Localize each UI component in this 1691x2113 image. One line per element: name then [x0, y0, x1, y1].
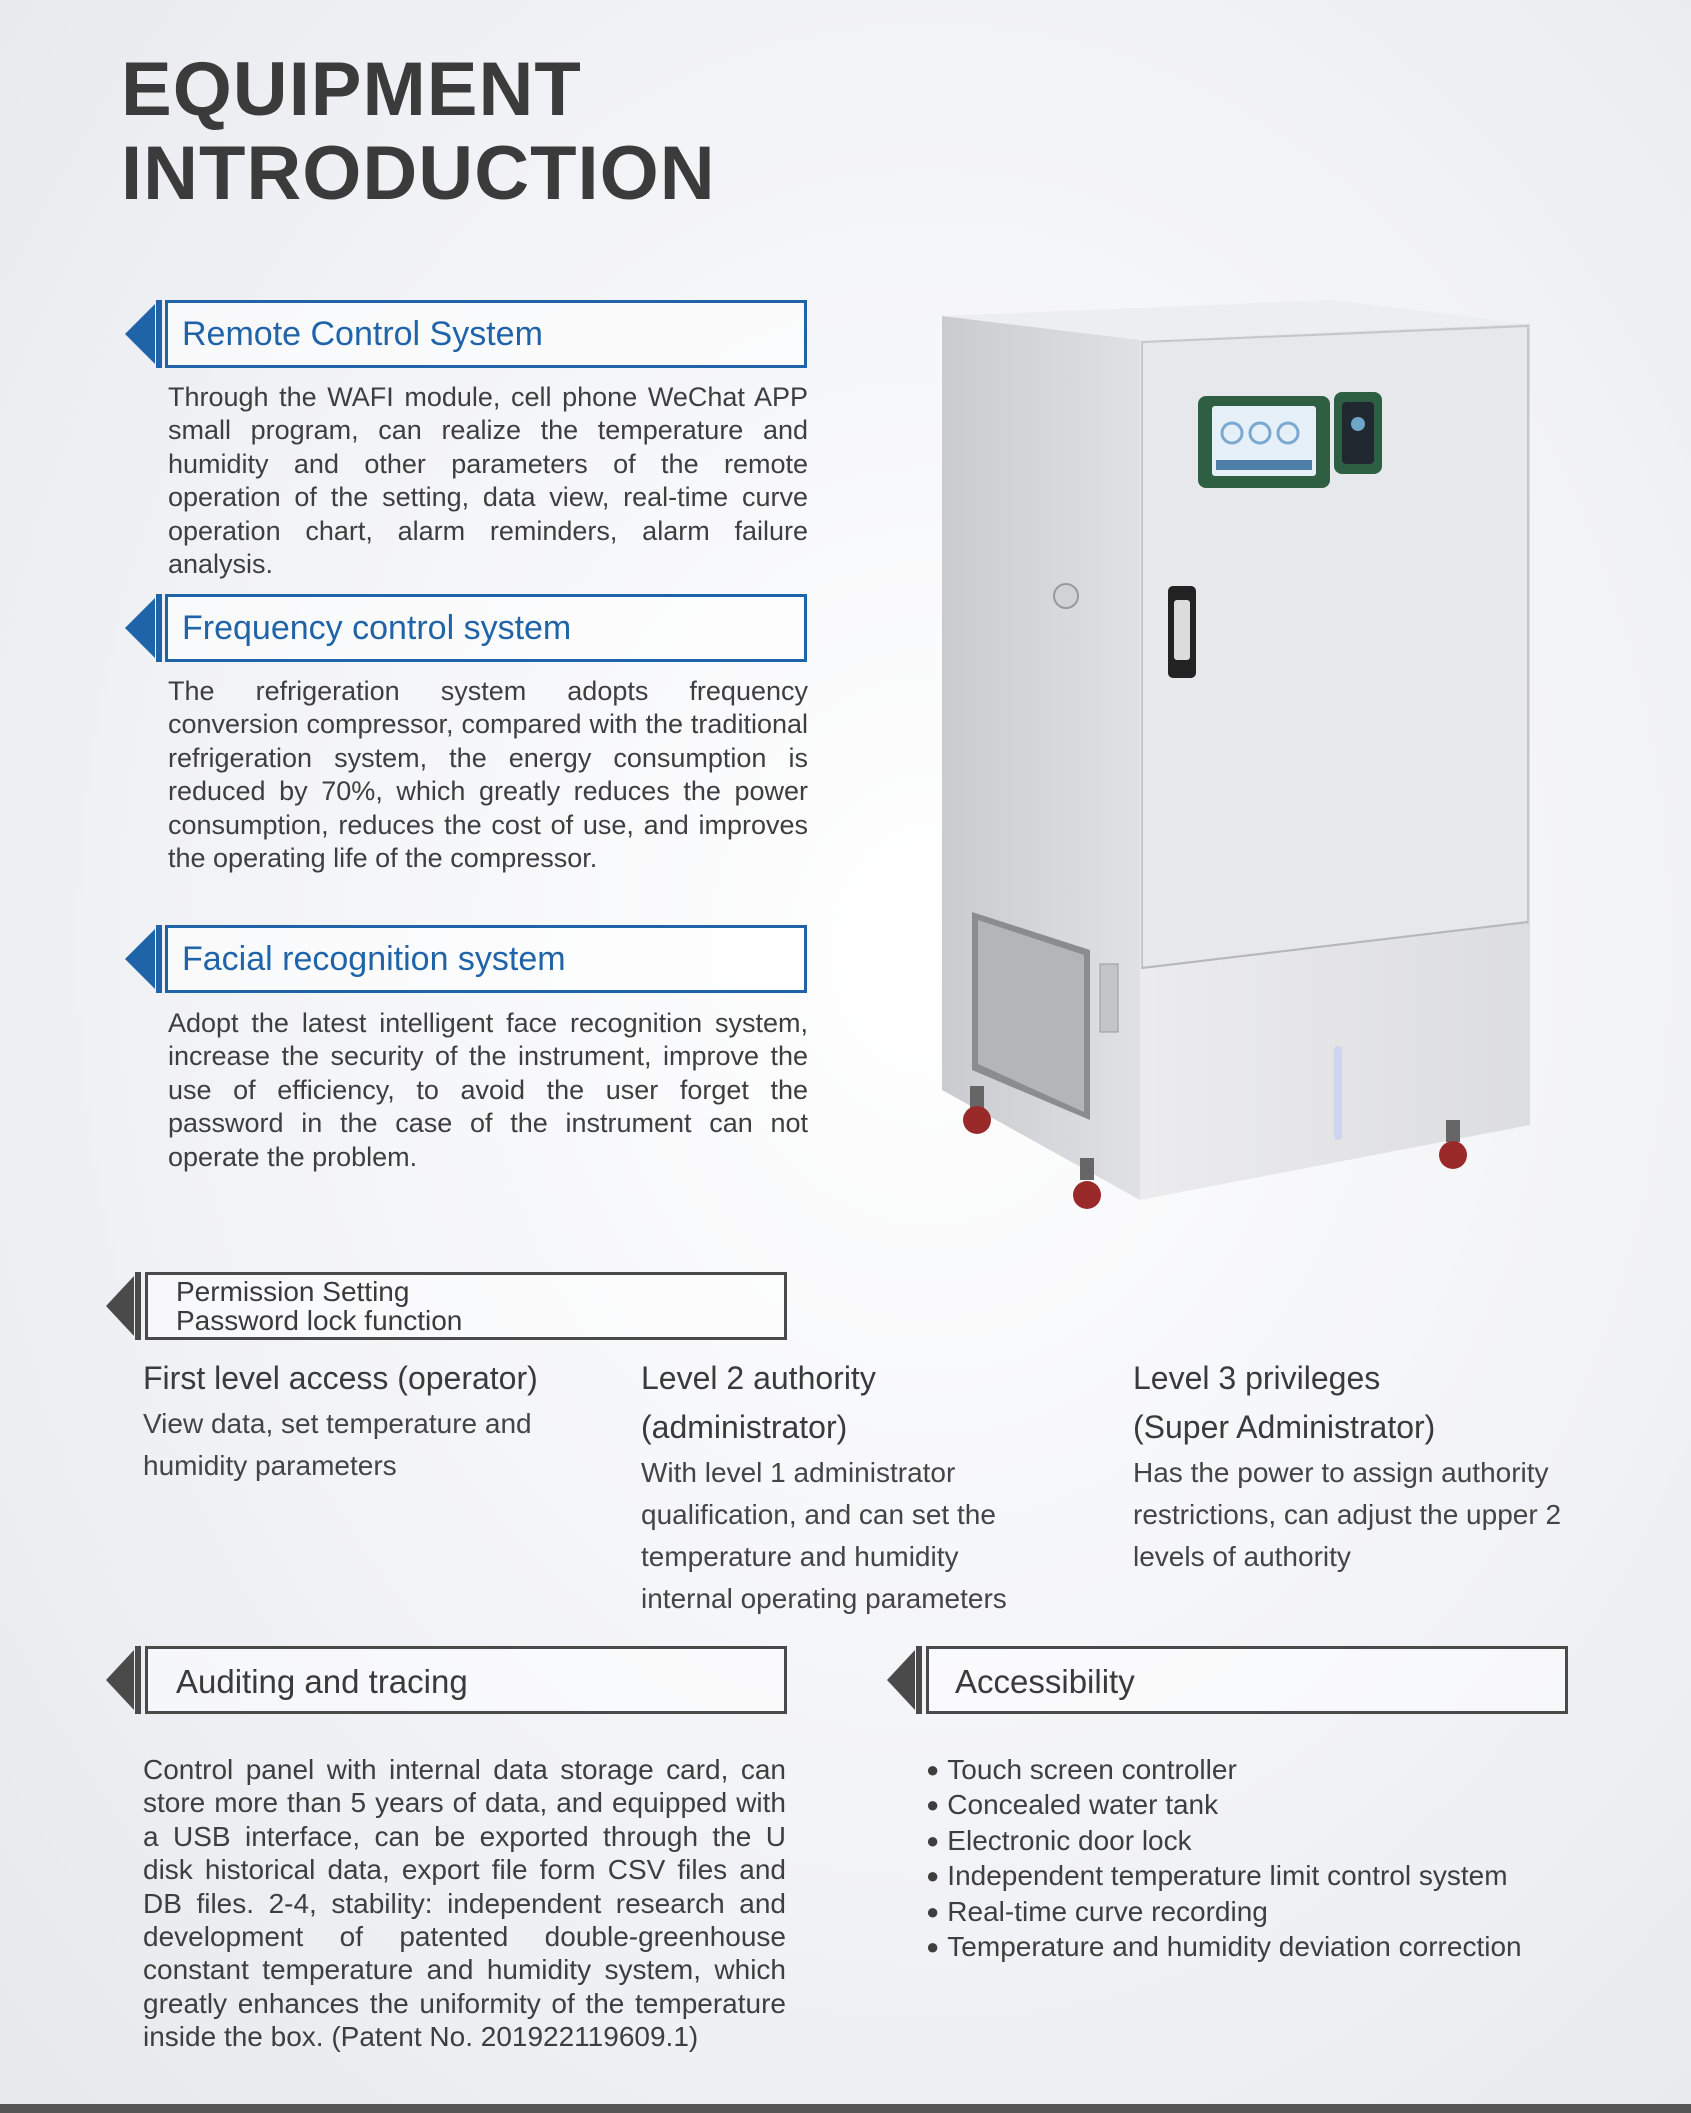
header-box	[165, 594, 807, 662]
bullet-icon: ●	[926, 1757, 940, 1782]
arrow-left-icon	[125, 304, 155, 364]
list-item-text: Touch screen controller	[947, 1754, 1237, 1785]
list-item-text: Independent temperature limit control system	[947, 1860, 1508, 1892]
accessibility-list	[926, 1753, 1522, 1965]
incubator-image	[930, 300, 1550, 1240]
arrow-left-icon	[125, 929, 155, 989]
header-accent-bar	[916, 1646, 922, 1714]
header-box	[926, 1646, 1568, 1714]
list-item	[926, 1930, 1522, 1965]
list-item	[926, 1753, 1522, 1788]
lock-icon	[1054, 584, 1078, 608]
list-item	[926, 1824, 1522, 1859]
level-3-block	[1133, 1354, 1593, 1578]
header-accent-bar	[156, 300, 162, 368]
arrow-left-icon	[106, 1276, 134, 1336]
permission-heading-line-2: Password lock function	[176, 1305, 463, 1336]
header-box	[165, 925, 807, 993]
accessibility-heading: Accessibility	[955, 1663, 1135, 1700]
permission-header	[106, 1272, 787, 1340]
bullet-icon: ●	[926, 1898, 940, 1924]
facial-recognition-text: Adopt the latest intelligent face recognition system, increase the security of the instrument, improve the use of efficiency, to avoid the user forget the password in the case of the instrument can not operate the problem.	[168, 1008, 808, 1172]
remote-control-header	[125, 300, 807, 368]
auditing-header	[106, 1646, 787, 1714]
level-3-title: Level 3 privileges (Super Administrator)	[1133, 1360, 1436, 1445]
list-item	[926, 1788, 1522, 1823]
level-2-desc: With level 1 administrator qualification, and can set the temperature and humidity internal operating parameters	[641, 1457, 1007, 1614]
remote-control-heading: Remote Control System	[182, 315, 543, 353]
header-accent-bar	[135, 1272, 141, 1340]
facial-recognition-heading: Facial recognition system	[182, 940, 566, 978]
bullet-icon: ●	[926, 1827, 940, 1853]
bullet-icon: ●	[926, 1863, 940, 1889]
header-accent-bar	[156, 594, 162, 662]
list-item	[926, 1859, 1522, 1894]
page-title	[121, 48, 716, 216]
accessibility-header	[887, 1646, 1568, 1714]
auditing-heading: Auditing and tracing	[176, 1663, 468, 1700]
header-box	[145, 1646, 787, 1714]
list-item	[926, 1895, 1522, 1930]
level-1-desc: View data, set temperature and humidity parameters	[143, 1408, 532, 1481]
arrow-left-icon	[887, 1650, 915, 1710]
bullet-icon: ●	[926, 1934, 940, 1960]
list-item-text: Real-time curve recording	[947, 1895, 1268, 1927]
frequency-control-text: The refrigeration system adopts frequency conversion compressor, compared with the traditional refrigeration system, the energy consumption is reduced by 70%, which greatly reduces the power consumption, reduces the cost of use, and improves the operating life of the compressor.	[168, 676, 808, 874]
level-3-desc: Has the power to assign authority restrictions, can adjust the upper 2 levels of authority	[1133, 1457, 1562, 1572]
list-item-text: Electronic door lock	[947, 1824, 1192, 1856]
bullet-icon: ●	[926, 1792, 940, 1818]
header-accent-bar	[156, 925, 162, 993]
frequency-control-heading: Frequency control system	[182, 609, 572, 647]
arrow-left-icon	[106, 1650, 134, 1710]
frequency-control-header	[125, 594, 807, 662]
permission-heading-line-1: Permission Setting	[176, 1276, 410, 1307]
arrow-left-icon	[125, 598, 155, 658]
auditing-text: Control panel with internal data storage card, can store more than 5 years of data, and equipped with a USB interface, can be exported through the U disk historical data, export file form CSV files and DB files. 2-4, stability: independent research and development of patented double-greenhouse constant temperature and humidity system, which greatly enhances the uniformity of the temperature inside the box. (Patent No. 201922119609.1)	[143, 1754, 786, 2053]
facial-recognition-header	[125, 925, 807, 993]
list-item-text: Concealed water tank	[947, 1789, 1219, 1821]
header-box	[165, 300, 807, 368]
header-accent-bar	[135, 1646, 141, 1714]
remote-control-text: Through the WAFI module, cell phone WeChat APP small program, can realize the temperature and humidity and other parameters of the remote operation of the setting, data view, real-time curve operation chart, alarm reminders, alarm failure analysis.	[168, 382, 808, 580]
permission-heading	[176, 1277, 462, 1335]
title-line-2: INTRODUCTION	[121, 131, 716, 216]
list-item-text: Temperature and humidity deviation correction	[947, 1931, 1522, 1963]
bottom-divider	[0, 2104, 1691, 2113]
title-line-1: EQUIPMENT	[121, 47, 582, 132]
level-2-block	[641, 1354, 1071, 1620]
water-tank-window	[1334, 1046, 1342, 1140]
level-1-title: First level access (operator)	[143, 1360, 538, 1396]
level-1-block	[143, 1354, 613, 1487]
level-2-title: Level 2 authority (administrator)	[641, 1360, 876, 1445]
header-box	[145, 1272, 787, 1340]
